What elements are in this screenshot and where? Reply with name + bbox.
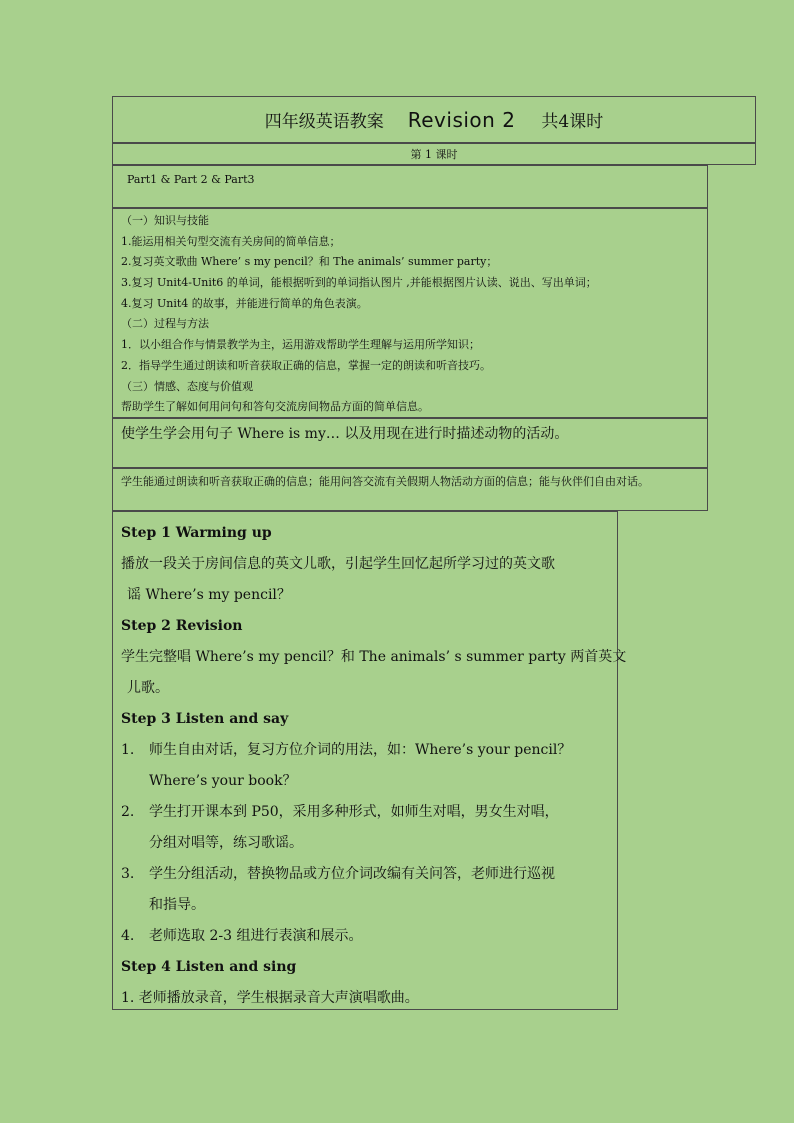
period-count: 共4课时 <box>541 112 604 132</box>
key-point: 使学生学会用句子 Where is my… 以及用现在进行时描述动物的活动。 <box>112 418 708 468</box>
item-text: 学生分组活动，替换物品或方位介词改编有关问答，老师进行巡视 <box>149 866 555 882</box>
goal-line: （二）过程与方法 <box>121 317 209 331</box>
step-1-text: 谣 Where’s my pencil？ <box>127 587 291 603</box>
step-4-item: 1. 老师播放录音，学生根据录音大声演唱歌曲。 <box>121 990 419 1006</box>
grade-title: 四年级英语教案 <box>264 112 384 132</box>
step-3-item-cont: Where’s your book？ <box>149 773 297 789</box>
item-number: 2. <box>121 804 135 820</box>
item-number: 3. <box>121 866 135 882</box>
step-3-item <box>121 921 611 952</box>
goal-line: 帮助学生了解如何用问句和答句交流房间物品方面的简单信息。 <box>121 400 429 414</box>
unit-title: Revision 2 <box>407 107 516 132</box>
step-3-item-cont: 分组对唱等，练习歌谣。 <box>149 835 303 851</box>
goal-line: 1.能运用相关句型交流有关房间的简单信息； <box>121 234 341 248</box>
step-4-title: Step 4 Listen and sing <box>121 959 297 975</box>
goal-line: 1．以小组合作与情景教学为主，运用游戏帮助学生理解与运用所学知识； <box>121 338 480 352</box>
step-3-item <box>121 797 611 828</box>
step-3-item <box>121 735 611 766</box>
teaching-steps <box>112 511 627 1010</box>
item-number: 1. <box>121 742 135 758</box>
parts-cell: Part1 & Part 2 & Part3 <box>112 165 708 208</box>
lesson-number: 第 1 课时 <box>112 143 756 165</box>
goal-line: （一）知识与技能 <box>121 214 209 227</box>
step-1-title: Step 1 Warming up <box>121 525 272 541</box>
goal-line: 4.复习 Unit4 的故事，并能进行简单的角色表演。 <box>121 296 368 310</box>
step-2-title: Step 2 Revision <box>121 618 243 634</box>
step-2-text: 儿歌。 <box>127 680 169 696</box>
step-3-title: Step 3 Listen and say <box>121 711 289 727</box>
step-3-item-cont: 和指导。 <box>149 897 205 913</box>
goal-line: 3.复习 Unit4-Unit6 的单词，能根据听到的单词指认图片 ,并能根据图片认读、说出、写出单词； <box>121 276 597 290</box>
step-1-text: 播放一段关于房间信息的英文儿歌，引起学生回忆起所学习过的英文歌 <box>121 556 555 572</box>
lesson-plan-title <box>112 96 756 143</box>
item-number: 4. <box>121 928 135 944</box>
item-text: 老师选取 2-3 组进行表演和展示。 <box>149 928 363 944</box>
difficult-point: 学生能通过朗读和听音获取正确的信息；能用问答交流有关假期人物活动方面的信息；能与伙伴们自由对话。 <box>112 468 708 511</box>
teaching-goals <box>112 208 708 418</box>
goal-line: 2.复习英文歌曲 Where’ s my pencil？和 The animals’ summer party； <box>121 255 498 269</box>
item-text: 师生自由对话，复习方位介词的用法，如：Where’s your pencil？ <box>149 742 572 758</box>
step-3-item <box>121 859 611 890</box>
step-2-text: 学生完整唱 Where’s my pencil？和 The animals’ s summer party 两首英文 <box>121 649 627 665</box>
goal-line: 2．指导学生通过朗读和听音获取正确的信息，掌握一定的朗读和听音技巧。 <box>121 358 491 372</box>
goal-line: （三）情感、态度与价值观 <box>121 379 253 393</box>
item-text: 学生打开课本到 P50，采用多种形式，如师生对唱，男女生对唱， <box>149 804 559 820</box>
